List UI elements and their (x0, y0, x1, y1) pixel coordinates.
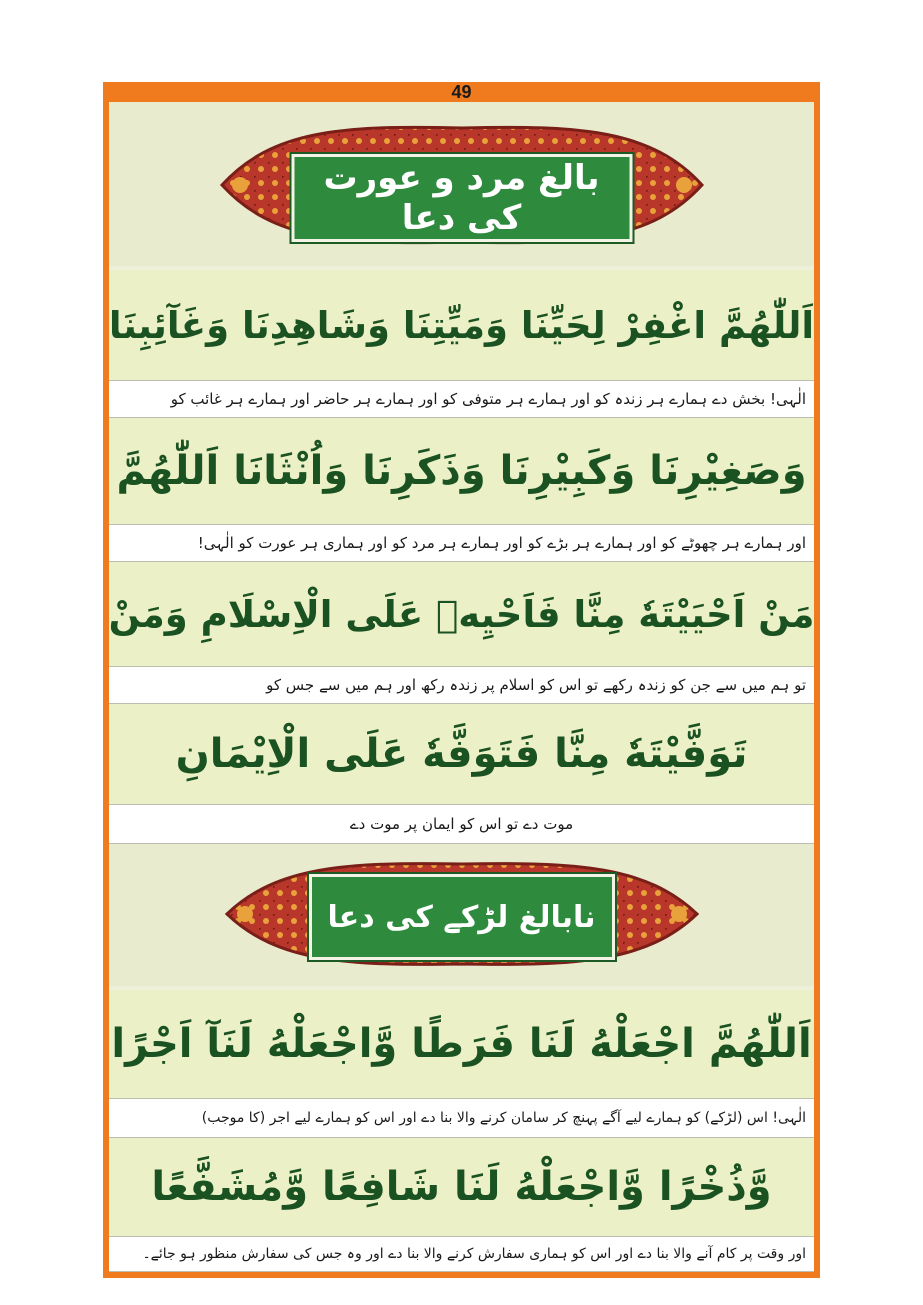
section2-arabic-line-1: اَللّٰھُمَّ اجْعَلْهُ لَنَا فَرَطًا وَّاجْعَلْهُ لَنَآ اَجْرًا (109, 990, 814, 1098)
section1-banner (109, 102, 814, 266)
section1-urdu-line-1: الٰہی! بخش دے ہمارے ہر زندہ کو اور ہمارے ہر متوفی کو اور ہمارے ہر حاضر اور ہمارے ہر غائب کو (109, 380, 814, 418)
section2-banner (109, 844, 814, 986)
section2-urdu-line-1: الٰہی! اس (لڑکے) کو ہمارے لیے آگے پہنچ کر سامان کرنے والا بنا دے اور اس کو ہمارے لیے اجر (کا موجب) (109, 1098, 814, 1138)
section1-urdu-line-2: اور ہمارے ہر چھوٹے کو اور ہمارے ہر بڑے کو اور ہمارے ہر مرد کو اور ہماری ہر عورت کو الٰہی! (109, 524, 814, 562)
section1-title: بالغ مرد و عورت کی دعا (291, 154, 632, 242)
section2-urdu-line-2: اور وقت پر کام آنے والا بنا دے اور اس کو ہماری سفارش کرنے والا بنا دے اور وہ جس کی سفارش منظور ہو جائے۔ (109, 1236, 814, 1272)
section1-urdu-line-3: تو ہم میں سے جن کو زندہ رکھے تو اس کو اسلام پر زندہ رکھ اور ہم میں سے جس کو (109, 666, 814, 704)
page-number: 49 (451, 82, 472, 102)
section1-arabic-line-4: تَوَفَّیْتَهٗ مِنَّا فَتَوَفَّهٗ عَلَی الْاِیْمَانِ (109, 704, 814, 804)
section1-urdu-line-4: موت دے تو اس کو ایمان پر موت دے (109, 804, 814, 844)
page-frame (103, 82, 820, 1278)
section2-arabic-line-2: وَّذُخْرًا وَّاجْعَلْهُ لَنَا شَافِعًا وَّمُشَفَّعًا (109, 1138, 814, 1236)
page-content (109, 102, 814, 1272)
section1-arabic-line-2: وَصَغِیْرِنَا وَکَبِیْرِنَا وَذَکَرِنَا وَاُنْثَانَا اَللّٰھُمَّ (109, 418, 814, 524)
section1-arabic-line-3: مَنْ اَحْیَیْتَهٗ مِنَّا فَاَحْیِهٖ عَلَی الْاِسْلَامِ وَمَنْ (109, 562, 814, 666)
section1-arabic-line-1: اَللّٰھُمَّ اغْفِرْ لِحَیِّنَا وَمَیِّتِنَا وَشَاھِدِنَا وَغَآئِبِنَا (109, 270, 814, 380)
section2-title: نابالغ لڑکے کی دعا (309, 874, 615, 960)
